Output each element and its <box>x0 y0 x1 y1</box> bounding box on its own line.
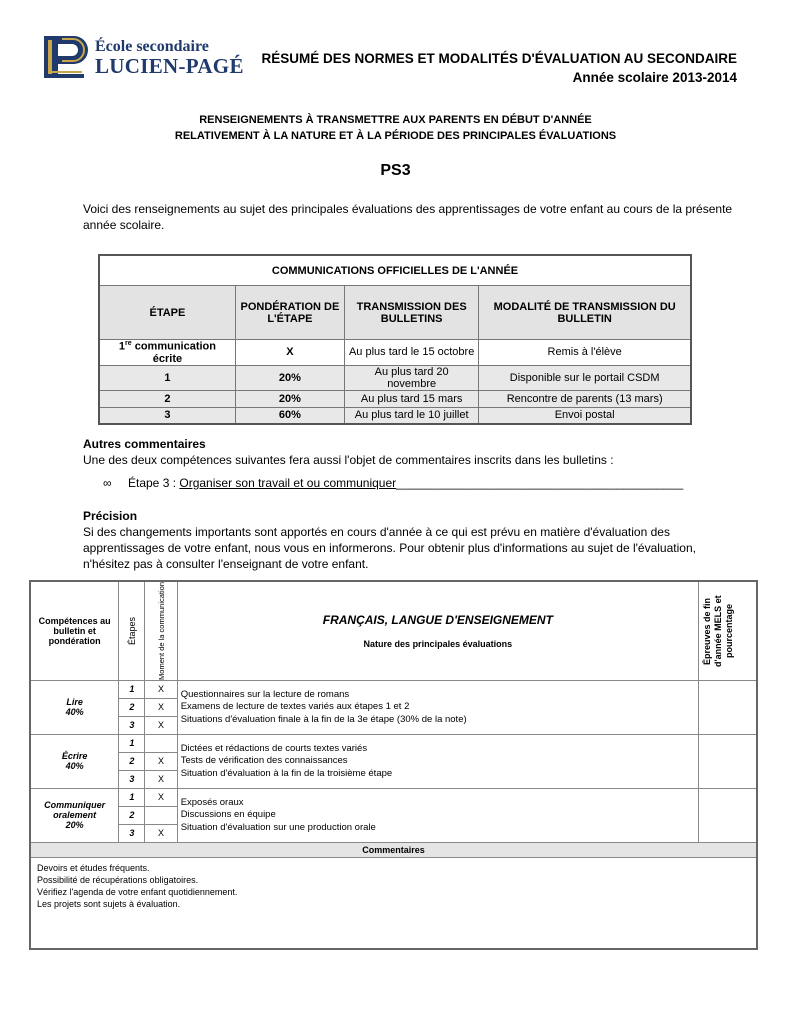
step-number: 3 <box>119 824 145 842</box>
header-ponderation: PONDÉRATION DE L'ÉTAPE <box>235 286 344 340</box>
cell-transmission: Au plus tard 15 mars <box>344 390 478 407</box>
step-moment: X <box>145 752 177 770</box>
epreuves-cell <box>698 788 757 842</box>
cell-modalite: Remis à l'élève <box>479 340 691 366</box>
school-name-line1: École secondaire <box>95 38 209 55</box>
table-row <box>30 680 757 698</box>
cell-etape: 1re communication écrite <box>99 340 235 366</box>
cell-etape: 2 <box>99 390 235 407</box>
step-moment <box>145 806 177 824</box>
header-etapes: Étapes <box>119 581 145 680</box>
step-number: 1 <box>119 788 145 806</box>
cell-etape: 3 <box>99 407 235 424</box>
cell-modalite: Disponible sur le portail CSDM <box>479 365 691 390</box>
cell-transmission: Au plus tard 20 novembre <box>344 365 478 390</box>
course-code: PS3 <box>380 162 411 179</box>
cell-transmission: Au plus tard le 10 juillet <box>344 407 478 424</box>
autres-title: Autres commentaires <box>83 437 206 451</box>
competence-lire: Lire 40% <box>30 680 119 734</box>
autres-bullet <box>128 476 683 490</box>
epreuves-cell <box>698 734 757 788</box>
cell-transmission: Au plus tard le 15 octobre <box>344 340 478 366</box>
communications-table <box>98 254 692 425</box>
precision-title: Précision <box>83 509 138 523</box>
cell-modalite: Rencontre de parents (13 mars) <box>479 390 691 407</box>
cell-ponderation: 60% <box>235 407 344 424</box>
step-number: 1 <box>119 734 145 752</box>
school-name-line2: LUCIEN-PAGÉ <box>95 54 244 78</box>
header-etape: ÉTAPE <box>99 286 235 340</box>
table-row <box>99 340 691 366</box>
bullet-value: Organiser son travail et ou communiquer <box>179 476 397 490</box>
cell-ponderation: 20% <box>235 365 344 390</box>
evals-ecrire: Dictées et rédactions de courts textes variés Tests de vérification des connaissances Situation d'évaluation à la fin de la troisième étape <box>177 734 698 788</box>
step-moment: X <box>145 824 177 842</box>
evals-lire: Questionnaires sur la lecture de romans Examens de lecture de textes variés aux étapes 1 et 2 Situations d'évaluation finale à la fin de la 3e étape (30% de la note) <box>177 680 698 734</box>
table-row <box>30 734 757 752</box>
table-row <box>30 788 757 806</box>
step-number: 3 <box>119 716 145 734</box>
header-epreuves: Épreuves de fin d'année MELS et pourcentage <box>698 581 757 680</box>
autres-text: Une des deux compétences suivantes fera aussi l'objet de commentaires inscrits dans les bulletins : <box>83 453 614 467</box>
communications-caption: COMMUNICATIONS OFFICIELLES DE L'ANNÉE <box>99 255 691 286</box>
step-number: 2 <box>119 698 145 716</box>
header-subject <box>177 581 698 680</box>
evals-communiquer: Exposés oraux Discussions en équipe Situation d'évaluation sur une production orale <box>177 788 698 842</box>
comment-line: Devoirs et études fréquents. <box>37 862 150 873</box>
school-logo <box>42 34 247 82</box>
step-moment: X <box>145 698 177 716</box>
intro-paragraph: Voici des renseignements au sujet des principales évaluations des apprentissages de votre enfant au cours de la présente année scolaire. <box>83 202 733 232</box>
cell-ponderation: 20% <box>235 390 344 407</box>
step-number: 1 <box>119 680 145 698</box>
step-moment <box>145 734 177 752</box>
subject-title: FRANÇAIS, LANGUE D'ENSEIGNEMENT <box>322 612 553 627</box>
step-number: 2 <box>119 752 145 770</box>
comment-line: Vérifiez l'agenda de votre enfant quotidiennement. <box>37 886 238 897</box>
bullet-blank: ___________________________________________ <box>396 476 684 490</box>
header-competences: Compétences au bulletin et pondération <box>30 581 119 680</box>
precision-text: Si des changements importants sont apportés en cours d'année à ce qui est prévu en matière d'évaluation des apprentissages de votre enfant, nous vous en informerons. Pour obtenir plus d'informations au sujet de l'évaluation, n'hésitez pas à consulter l'enseignant de votre enfant. <box>83 525 696 571</box>
cell-modalite: Envoi postal <box>479 407 691 424</box>
comments-body <box>30 857 757 949</box>
header-moment: Moment de la communication <box>145 581 177 680</box>
table-row <box>99 407 691 424</box>
comments-header-row <box>30 842 757 857</box>
comment-line: Possibilité de récupérations obligatoires. <box>37 874 199 885</box>
school-logo-icon <box>42 34 92 80</box>
comments-row <box>30 857 757 949</box>
header-modalite: MODALITÉ DE TRANSMISSION DU BULLETIN <box>479 286 691 340</box>
cell-etape: 1 <box>99 365 235 390</box>
document-title: RÉSUMÉ DES NORMES ET MODALITÉS D'ÉVALUATION AU SECONDAIRE <box>261 51 737 66</box>
subheading-line1: RENSEIGNEMENTS À TRANSMETTRE AUX PARENTS EN DÉBUT D'ANNÉE <box>199 114 592 126</box>
evaluation-table <box>29 580 758 950</box>
competence-communiquer: Communiquer oralement 20% <box>30 788 119 842</box>
bullet-icon: ∞ <box>103 476 112 490</box>
step-moment: X <box>145 770 177 788</box>
step-moment: X <box>145 716 177 734</box>
school-year: Année scolaire 2013-2014 <box>572 70 737 85</box>
table-row <box>99 365 691 390</box>
comments-title: Commentaires <box>30 842 757 857</box>
subheading-line2: RELATIVEMENT À LA NATURE ET À LA PÉRIODE DES PRINCIPALES ÉVALUATIONS <box>174 130 617 142</box>
nature-label: Nature des principales évaluations <box>363 638 513 649</box>
step-number: 3 <box>119 770 145 788</box>
comment-line: Les projets sont sujets à évaluation. <box>37 898 181 909</box>
step-moment: X <box>145 788 177 806</box>
epreuves-cell <box>698 680 757 734</box>
step-moment: X <box>145 680 177 698</box>
bullet-prefix: Étape 3 : <box>128 476 180 490</box>
header-transmission: TRANSMISSION DES BULLETINS <box>344 286 478 340</box>
step-number: 2 <box>119 806 145 824</box>
cell-ponderation: X <box>235 340 344 366</box>
table-row <box>99 390 691 407</box>
competence-ecrire: Écrire 40% <box>30 734 119 788</box>
